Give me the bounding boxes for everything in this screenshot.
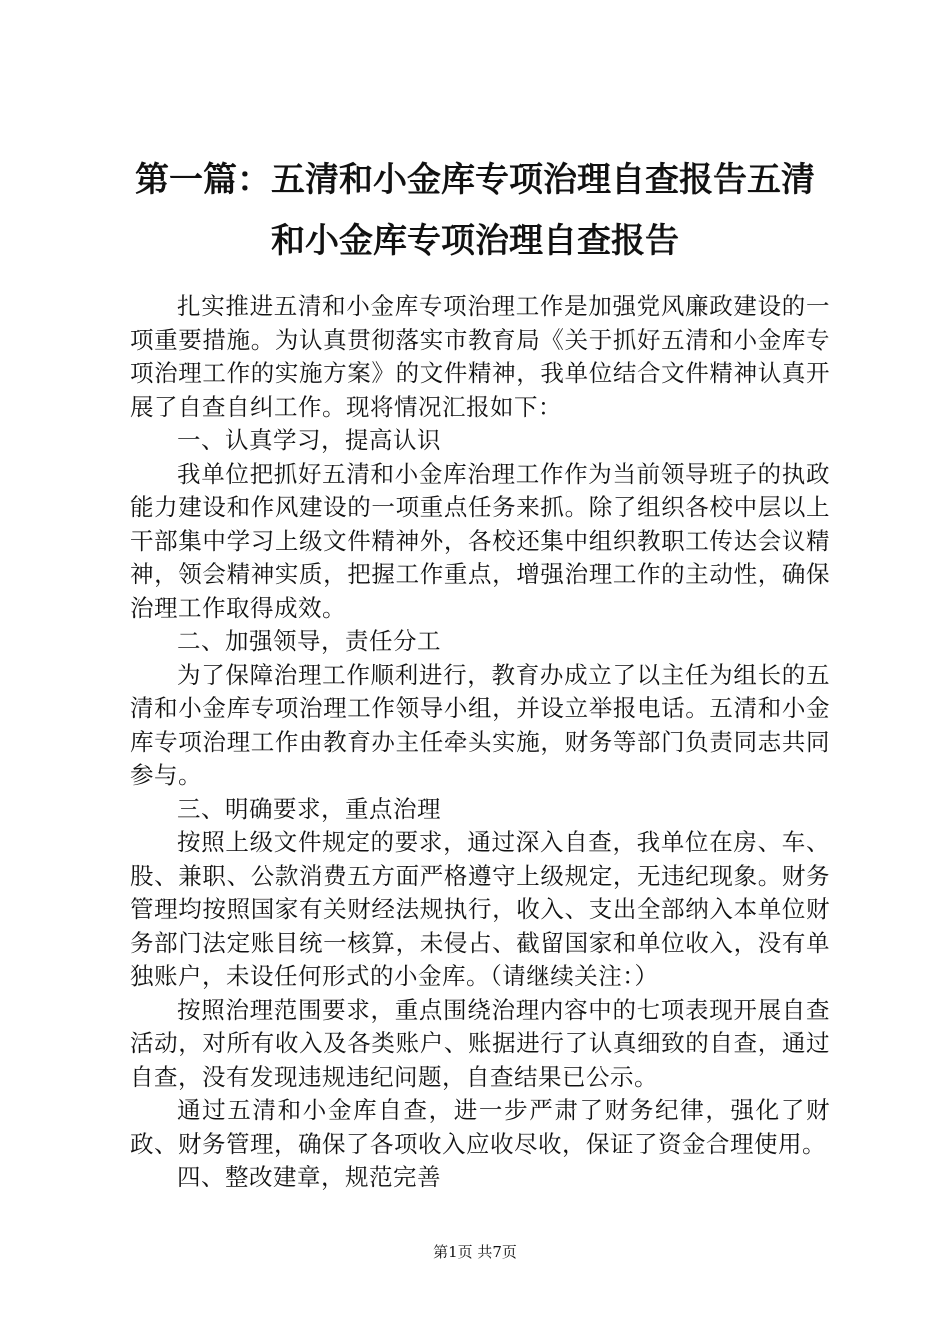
section-heading-2: 二、加强领导，责任分工 <box>177 627 441 655</box>
document-title-line-1: 第一篇：五清和小金库专项治理自查报告五清 <box>135 160 815 200</box>
paragraph-requirements: 按照上级文件规定的要求，通过深入自查，我单位在房、车、股、兼职、公款消费五方面严格遵守上级规定，无违纪现象。财务管理均按照国家有关财经法规执行，收入、支出全部纳入本单位财务部门法定账目统一核算，未侵占、截留国家和单位收入，没有单独账户，未设任何形式的小金库。（请继续关注：） <box>130 828 830 990</box>
paragraph-result: 通过五清和小金库自查，进一步严肃了财务纪律，强化了财政、财务管理，确保了各项收入应收尽收，保证了资金合理使用。 <box>130 1096 830 1158</box>
paragraph-scope: 按照治理范围要求，重点围绕治理内容中的七项表现开展自查活动，对所有收入及各类账户、账据进行了认真细致的自查，通过自查，没有发现违规违纪问题，自查结果已公示。 <box>130 995 830 1091</box>
section-heading-3: 三、明确要求，重点治理 <box>177 794 441 823</box>
section-heading-4: 四、整改建章，规范完善 <box>177 1163 441 1191</box>
paragraph-study: 我单位把抓好五清和小金库治理工作作为当前领导班子的执政能力建设和作风建设的一项重点任务来抓。除了组织各校中层以上干部集中学习上级文件精神外，各校还集中组织教职工传达会议精神，领会精神实质，把握工作重点，增强治理工作的主动性，确保治理工作取得成效。 <box>130 459 830 622</box>
document-title-line-2: 和小金库专项治理自查报告 <box>271 221 679 261</box>
paragraph-leadership: 为了保障治理工作顺利进行，教育办成立了以主任为组长的五清和小金库专项治理工作领导小组，并设立举报电话。五清和小金库专项治理工作由教育办主任牵头实施，财务等部门负责同志共同参与。 <box>130 660 830 789</box>
document-body <box>130 290 830 1195</box>
page-number-footer: 第1页 共7页 <box>433 1243 517 1261</box>
section-heading-1: 一、认真学习，提高认识 <box>177 426 441 454</box>
paragraph-intro: 扎实推进五清和小金库专项治理工作是加强党风廉政建设的一项重要措施。为认真贯彻落实市教育局《关于抓好五清和小金库专项治理工作的实施方案》的文件精神，我单位结合文件精神认真开展了自查自纠工作。现将情况汇报如下： <box>130 292 830 421</box>
